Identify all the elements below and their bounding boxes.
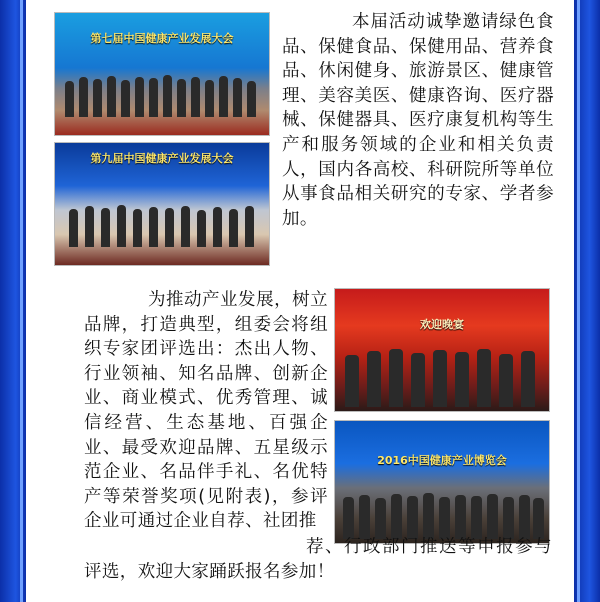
right-frame-border bbox=[574, 0, 600, 602]
closing-paragraph: 荐、行政部门推送等申报参与评选，欢迎大家踊跃报名参加！ bbox=[84, 537, 552, 582]
content-card bbox=[44, 0, 556, 602]
award-ceremony-photo-2 bbox=[54, 142, 270, 266]
photo4-banner-text: 2016中国健康产业博览会 bbox=[377, 454, 507, 467]
photo3-crowd bbox=[335, 347, 549, 407]
award-ceremony-photo-1 bbox=[54, 12, 270, 136]
photo4-crowd bbox=[335, 491, 549, 539]
awards-paragraph: 为推动产业发展，树立品牌，打造典型，组委会将组织专家团评选出：杰出人物、行业领袖、知名品牌、创新企业、商业模式、优秀管理、诚信经营、生态基地、百强企业、最受欢迎品牌、五星级示范企业、名品伴手礼、名优特产等荣誉奖项(见附表)，参评企业可通过企业自荐、社团推 bbox=[84, 290, 328, 532]
expo-award-photo bbox=[334, 420, 550, 544]
invitation-paragraph: 本届活动诚挚邀请绿色食品、保健食品、保健用品、营养食品、休闲健身、旅游景区、健康管理、美容美医、健康咨询、医疗器械、保健器具、医疗康复机构等生产和服务领域的企业和相关负责人，国内各高校、科研院所等单位从事食品相关研究的专家、学者参加。 bbox=[282, 12, 554, 229]
welcome-banquet-photo bbox=[334, 288, 550, 412]
photo2-banner-text: 第九届中国健康产业发展大会 bbox=[90, 152, 234, 165]
photo1-crowd bbox=[55, 75, 269, 117]
photo1-banner-text: 第七届中国健康产业发展大会 bbox=[90, 32, 234, 45]
photo2-crowd bbox=[55, 205, 269, 247]
left-frame-border bbox=[0, 0, 26, 602]
photo3-banner-text: 欢迎晚宴 bbox=[420, 318, 464, 331]
